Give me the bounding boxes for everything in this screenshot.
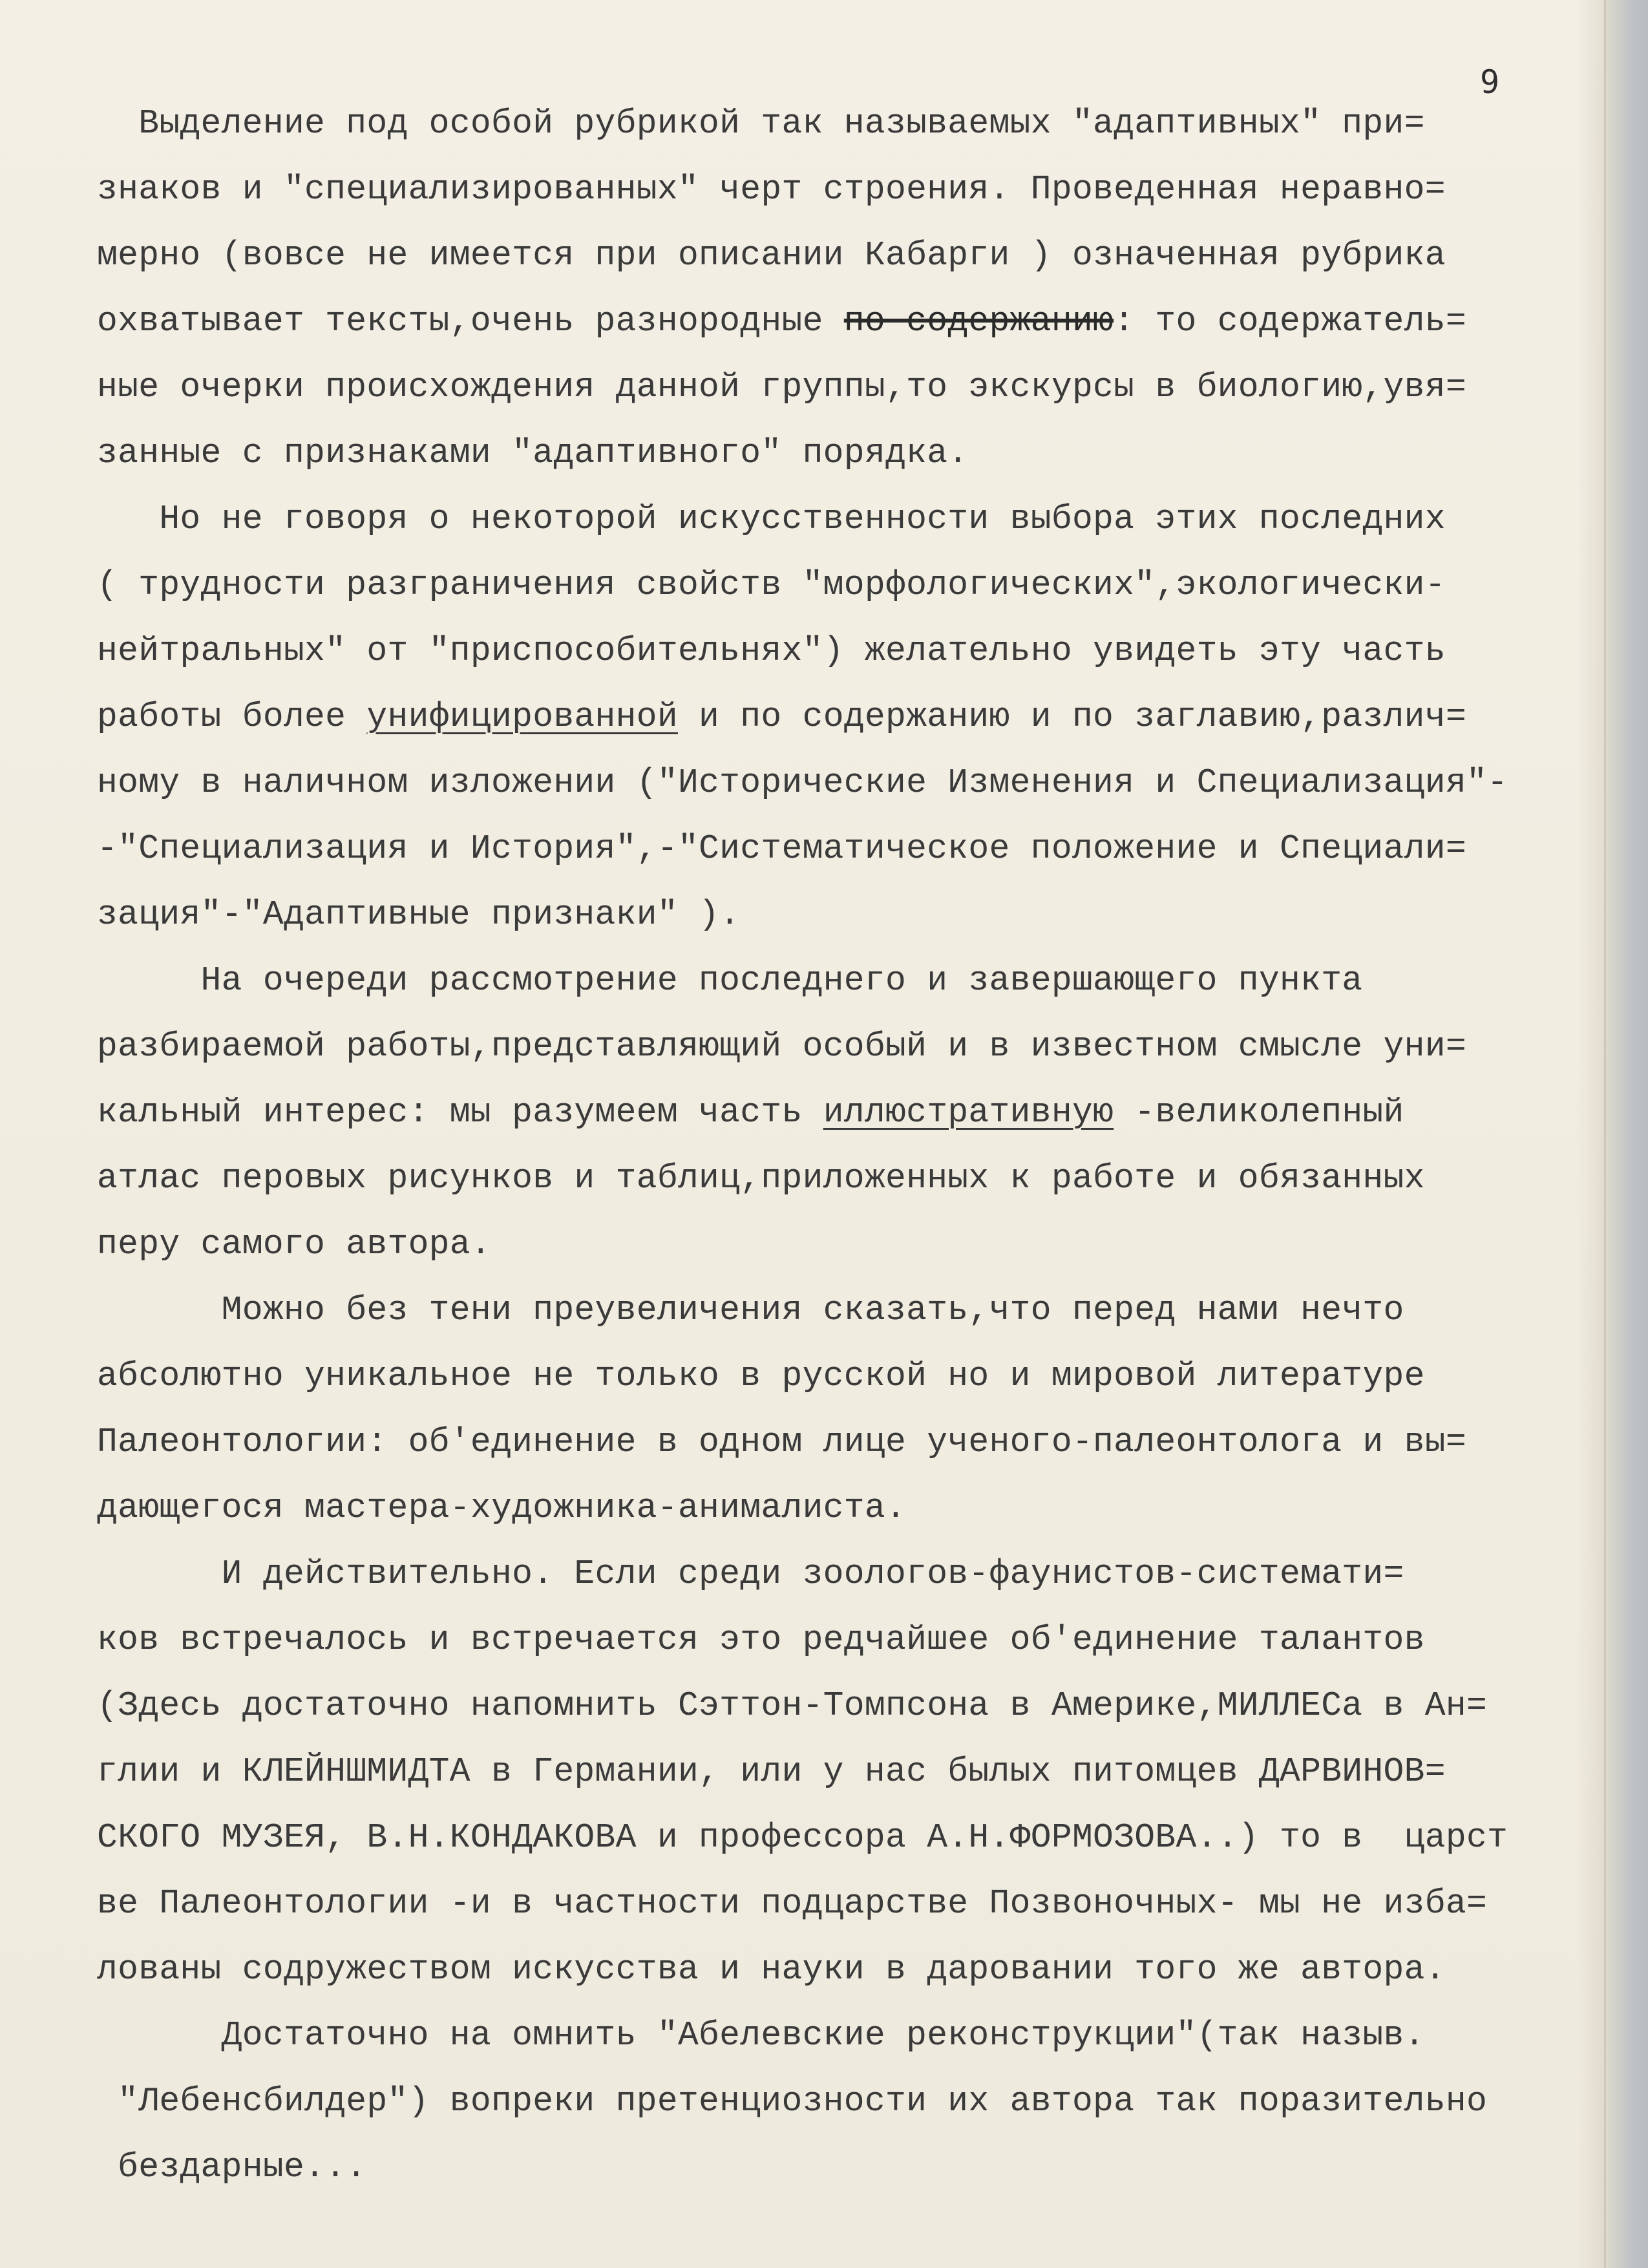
line-text: На очереди рассмотрение последнего и завершающего пункта [97,961,1363,1000]
line-text: И действительно. Если среди зоологов-фаунистов-системати= [97,1554,1404,1593]
line-text: "Лебенсбилдер") вопреки претенциозности их автора так поразительно [97,2082,1488,2121]
line-text: ному в наличном изложении ("Исторические Изменения и Специализация"- [97,763,1508,802]
line-text: атлас перовых рисунков и таблиц,приложенных к работе и обязанных [97,1159,1425,1198]
line-text: Выделение под особой рубрикой так называемых "адаптивных" при= [97,104,1425,143]
text-line [97,1607,1570,1673]
text-line [97,288,1570,354]
text-line [97,1409,1570,1475]
text-line [97,1343,1570,1409]
text-line [97,1871,1570,1936]
line-text: ков встречалось и встречается это редчайшее об'единение талантов [97,1620,1425,1659]
underlined-text: унифицированной [366,697,678,736]
text-line [97,1475,1570,1541]
text-line [97,1211,1570,1277]
line-text: мерно (вовсе не имеется при описании Кабарги ) означенная рубрика [97,236,1446,275]
text-line [97,222,1570,288]
text-line [97,618,1570,684]
line-text: Но не говоря о некоторой искусственности выбора этих последних [97,500,1446,538]
line-text: Можно без тени преувеличения сказать,что перед нами нечто [97,1291,1404,1330]
line-text: охватывает тексты,очень разнородные [97,302,844,341]
underlined-text: иллюстративную [823,1093,1114,1132]
scan-background [1606,0,1648,2268]
line-text: Достаточно на омнить "Абелевские реконструкции"(так назыв. [97,2016,1425,2055]
text-line [97,156,1570,222]
text-line [97,882,1570,948]
text-line [97,1277,1570,1343]
line-text: бездарные... [97,2148,367,2187]
text-line [97,1673,1570,1739]
line-text: абсолютно уникальное не только в русской но и мировой литературе [97,1357,1425,1395]
text-line [97,1013,1570,1079]
line-text: ( трудности разграничения свойств "морфологических",экологически- [97,566,1446,604]
line-text: глии и КЛЕЙНШМИДТА в Германии, или у нас былых питомцев ДАРВИНОВ= [97,1752,1446,1791]
line-text: перу самого автора. [97,1225,491,1264]
line-text: -"Специализация и История",-"Систематическое положение и Специали= [97,829,1466,868]
line-text: знаков и "специализированных" черт строения. Проведенная неравно= [97,170,1446,209]
text-line [97,354,1570,420]
page-edge-shadow [1577,0,1606,2268]
line-text: нейтральных" от "приспособительнях") желательно увидеть эту часть [97,631,1446,670]
struck-out-text: по содержанию [843,302,1114,341]
line-text: СКОГО МУЗЕЯ, В.Н.КОНДАКОВА и профессора А.Н.ФОРМОЗОВА..) то в царст [97,1818,1508,1857]
line-text-continued: : то содержатель= [1114,302,1466,341]
text-line [97,552,1570,618]
text-line [97,1936,1570,2002]
line-text: разбираемой работы,представляющий особый и в известном смысле уни= [97,1027,1466,1066]
text-line [97,1541,1570,1607]
text-line [97,1805,1570,1871]
line-text-continued: -великолепный [1114,1093,1404,1132]
line-text: ные очерки происхождения данной группы,то экскурсы в биологию,увя= [97,368,1466,407]
text-line [97,486,1570,552]
line-text: кальный интерес: мы разумеем часть [97,1093,823,1132]
line-text: лованы содружеством искусства и науки в даровании того же автора. [97,1950,1446,1989]
text-line [97,90,1570,156]
text-line [97,2068,1570,2134]
page-number: 9 [1480,63,1500,101]
line-text: (Здесь достаточно напомнить Сэттон-Томпсона в Америке,МИЛЛЕСа в Ан= [97,1686,1488,1725]
line-text: Палеонтологии: об'единение в одном лице ученого-палеонтолога и вы= [97,1423,1466,1461]
typewritten-text [97,90,1570,2200]
text-line [97,684,1570,750]
line-text: зация"-"Адаптивные признаки" ). [97,895,741,934]
line-text: дающегося мастера-художника-анималиста. [97,1489,907,1527]
text-line [97,750,1570,816]
text-line [97,420,1570,486]
line-text-continued: и по содержанию и по заглавию,различ= [677,697,1466,736]
text-line [97,948,1570,1013]
text-line [97,816,1570,882]
text-line [97,1079,1570,1145]
line-text: занные с признаками "адаптивного" порядка. [97,434,969,472]
text-line [97,2134,1570,2200]
line-text: работы более [97,697,367,736]
line-text: ве Палеонтологии -и в частности подцарстве Позвоночных- мы не изба= [97,1884,1488,1923]
text-line [97,2002,1570,2068]
text-line [97,1739,1570,1805]
text-line [97,1145,1570,1211]
